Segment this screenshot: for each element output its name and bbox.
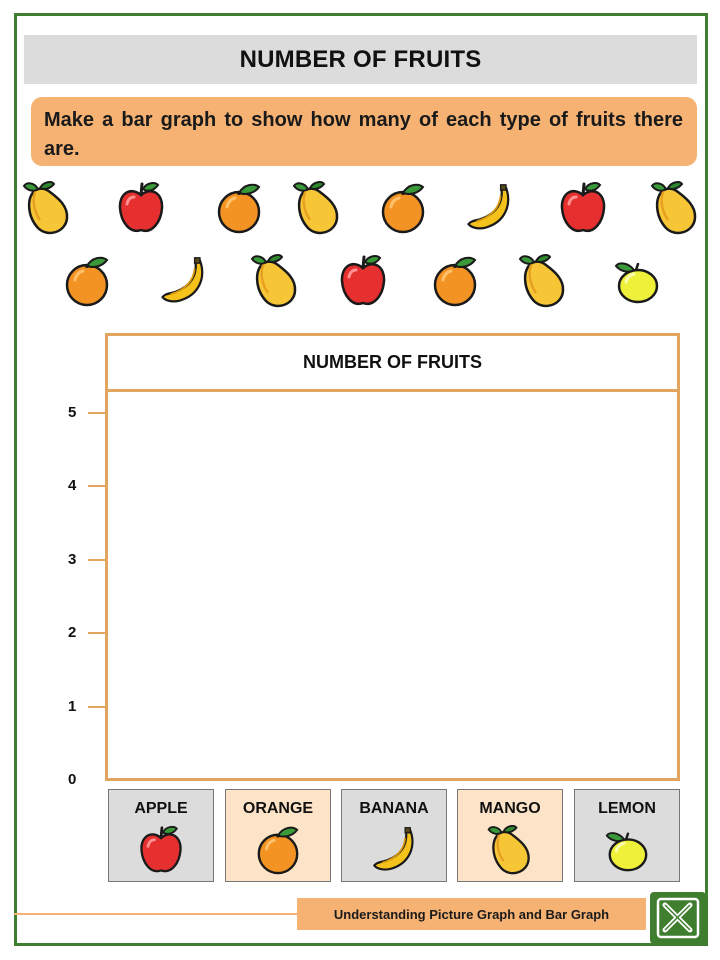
instruction-box [31,97,697,166]
mango-icon [518,253,568,314]
chart-title-bar [108,336,677,392]
category-label: BANANA [359,800,429,817]
banana-icon [464,180,514,241]
orange-icon [430,253,480,314]
orange-icon [214,180,264,241]
category-label: APPLE [134,800,188,817]
lemon-icon [603,824,651,881]
worksheet-title: NUMBER OF FRUITS [239,45,482,73]
category-label: MANGO [479,800,541,817]
category-apple [108,789,214,882]
category-label: LEMON [598,800,656,817]
category-label: ORANGE [242,800,314,817]
y-tick-mark [88,485,105,487]
instruction-text: Make a bar graph to show how many of each type of fruits there are. [44,109,683,160]
footer-label: Understanding Picture Graph and Bar Graph [333,906,610,922]
worksheet-title-bar [24,35,697,84]
apple-icon [116,180,166,241]
banana-icon [370,824,418,881]
y-tick-label: 2 [68,624,77,641]
apple-icon [137,824,185,881]
y-tick-label: 5 [68,403,77,421]
pencil-ruler-logo-icon [650,892,706,944]
apple-icon [558,180,608,241]
mango-icon [650,180,700,241]
category-banana [341,789,447,882]
y-tick-mark [88,412,105,414]
chart-title: NUMBER OF FRUITS [303,352,482,372]
y-tick-mark [88,706,105,708]
y-axis [0,0,110,800]
lemon-icon [612,253,662,314]
category-mango [457,789,563,882]
y-tick-label: 3 [68,550,77,568]
orange-icon [378,180,428,241]
category-orange [225,789,331,882]
footer-line [14,913,299,915]
mango-icon [250,253,300,314]
y-tick-label: 0 [68,771,77,788]
y-tick-mark [88,632,105,634]
y-tick-label: 4 [68,477,77,494]
y-tick-mark [88,559,105,561]
apple-icon [338,253,388,314]
y-tick-label: 1 [68,697,77,715]
mango-icon [292,180,342,241]
orange-icon [254,824,302,881]
category-lemon [574,789,680,882]
banana-icon [158,253,208,314]
bar-graph-area [105,333,680,781]
footer-tab [297,898,646,930]
mango-icon [486,824,534,881]
